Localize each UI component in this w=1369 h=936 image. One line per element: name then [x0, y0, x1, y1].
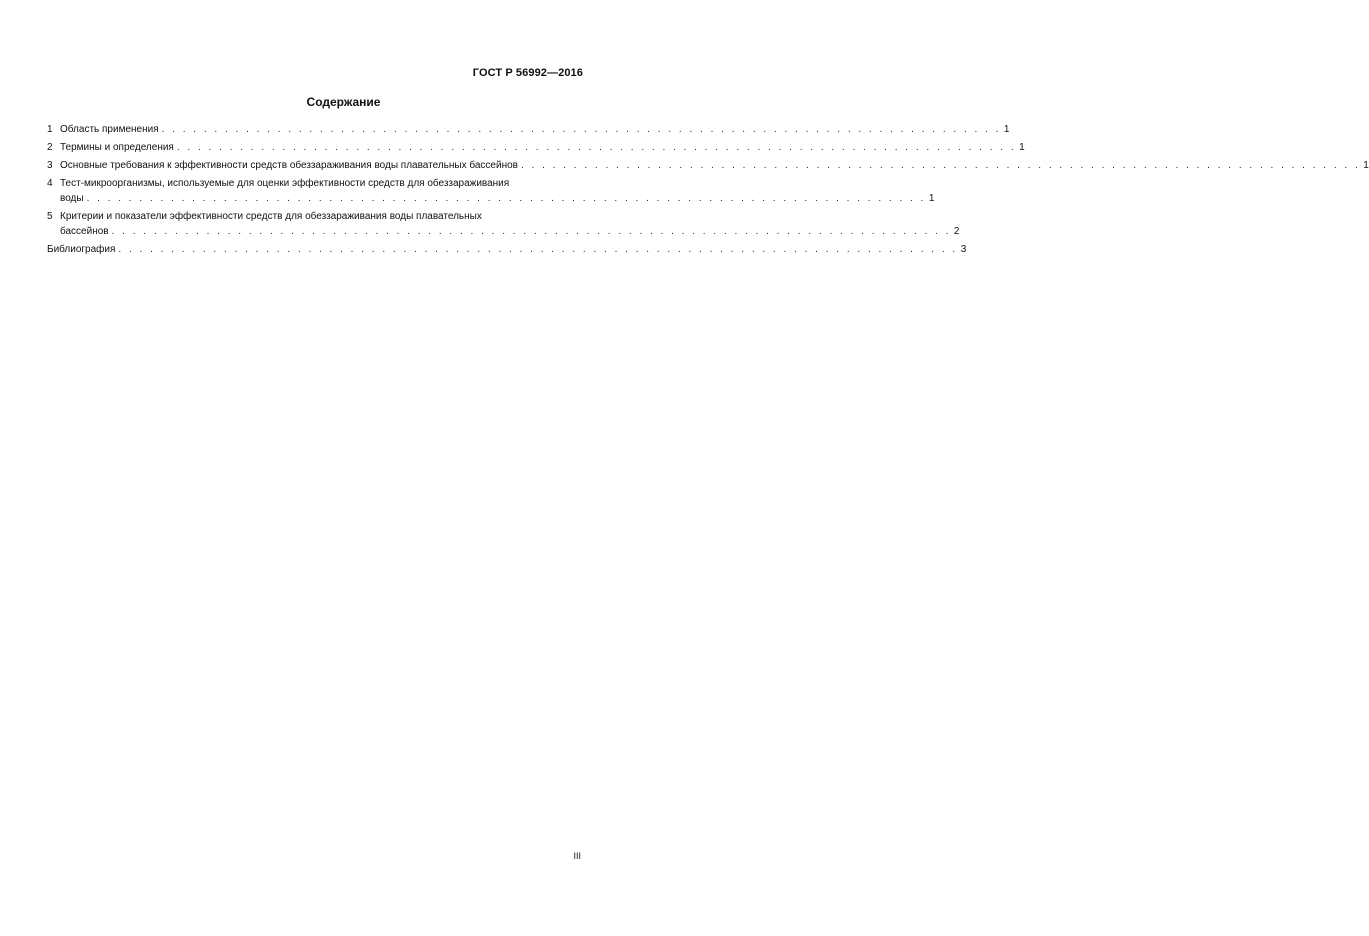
toc-entry-number: 1	[47, 124, 53, 135]
toc-entry-page: 1	[928, 193, 935, 204]
toc-entry-scope[interactable]	[47, 122, 1010, 137]
toc-title: Содержание	[306, 95, 381, 109]
toc-entry-label: Термины и определения	[60, 142, 174, 153]
document-code: ГОСТ Р 56992—2016	[472, 67, 583, 79]
table-of-contents	[47, 122, 1369, 260]
toc-entry-number: 3	[47, 160, 53, 171]
toc-leader-dots: . . . . . . . . . . . . . . . . . . . . . . . . . . . . . . . . . . . . . . . . . . . . . . . . . . . . . . . . . . . . . . . . . . . . . . . . . . . . . . . .	[86, 193, 926, 204]
toc-entry-number: 4	[47, 178, 53, 189]
toc-entry-bibliography[interactable]	[47, 242, 967, 257]
toc-entry-number: 2	[47, 142, 53, 153]
toc-entry-label-line1: Тест-микроорганизмы, используемые для оценки эффективности средств для обеззараживания	[60, 178, 510, 189]
toc-entry-page: 1	[1363, 160, 1369, 171]
toc-entry-page: 1	[1003, 124, 1010, 135]
toc-entry-page: 1	[1019, 142, 1025, 153]
toc-leader-dots: . . . . . . . . . . . . . . . . . . . . . . . . . . . . . . . . . . . . . . . . . . . . . . . . . . . . . . . . . . . . . . . . . . . . . . . . . . . . . . . .	[176, 142, 1017, 153]
toc-entry-label: Область применения	[60, 124, 159, 135]
toc-entry-label-line2: бассейнов	[60, 226, 109, 237]
toc-entry-label: Библиография	[47, 244, 116, 255]
toc-entry-criteria[interactable]	[47, 209, 960, 239]
page-number: III	[573, 851, 581, 861]
toc-entry-label-line2: воды	[60, 193, 84, 204]
toc-entry-label-line1: Критерии и показатели эффективности средств для обеззараживания воды плавательных	[60, 211, 482, 222]
toc-leader-dots: . . . . . . . . . . . . . . . . . . . . . . . . . . . . . . . . . . . . . . . . . . . . . . . . . . . . . . . . . . . . . . . . . . . . . . . . . . . . . . . .	[118, 244, 958, 255]
toc-entry-terms[interactable]	[47, 140, 1025, 155]
toc-leader-dots: . . . . . . . . . . . . . . . . . . . . . . . . . . . . . . . . . . . . . . . . . . . . . . . . . . . . . . . . . . . . . . . . . . . . . . . . . . . . . . . .	[111, 226, 951, 237]
toc-entry-number: 5	[47, 211, 53, 222]
toc-entry-test-microorganisms[interactable]	[47, 176, 935, 206]
toc-entry-page: 2	[953, 226, 960, 237]
toc-entry-label: Основные требования к эффективности средств обеззараживания воды плавательных бассейнов	[60, 160, 518, 171]
toc-entry-page: 3	[960, 244, 967, 255]
toc-leader-dots: . . . . . . . . . . . . . . . . . . . . . . . . . . . . . . . . . . . . . . . . . . . . . . . . . . . . . . . . . . . . . . . . . . . . . . . . . . . . . . . .	[161, 124, 1001, 135]
toc-leader-dots: . . . . . . . . . . . . . . . . . . . . . . . . . . . . . . . . . . . . . . . . . . . . . . . . . . . . . . . . . . . . . . . . . . . . . . . . . . . . . . . .	[520, 160, 1361, 171]
toc-entry-requirements[interactable]	[47, 158, 1369, 173]
